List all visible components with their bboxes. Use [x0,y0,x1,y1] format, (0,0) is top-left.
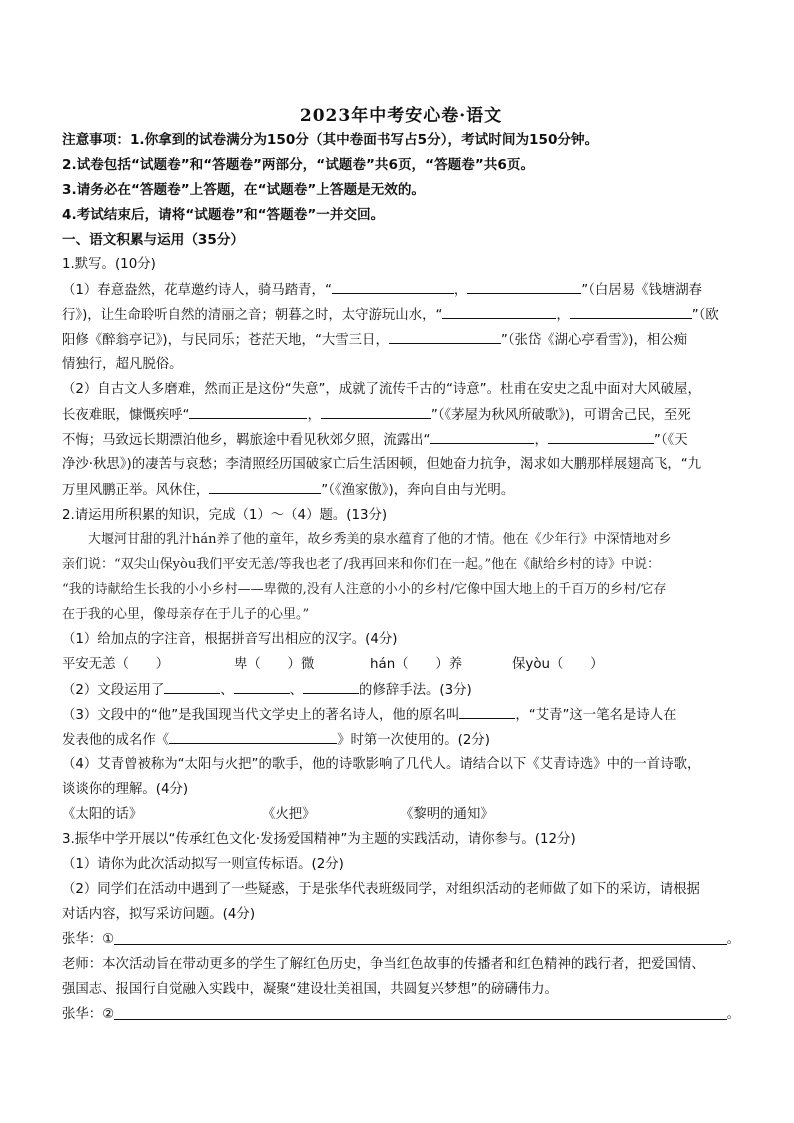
q3-sub2-line1: （2）同学们在活动中遇到了一些疑惑，于是张华代表班级同学，对组织活动的老师做了如下的采访，请根据 [62,882,700,897]
q2-sub2: （2）文段运用了 、 、 的修辞手法。(3分) [62,683,472,698]
answer-blank[interactable] [164,681,220,694]
teacher-answer-line2: 强国志、报国行自觉融入实践中，凝聚“建设壮美祖国，共圆复兴梦想”的磅礴伟力。 [62,982,558,997]
page-title: 2023年中考安心卷·语文 [299,106,503,126]
section-heading: 一、语文积累与运用（35分） [62,232,245,248]
q2-passage-line3: “我的诗献给生长我的小小乡村——卑微的,没有人注意的小小的乡村/它像中国大地上的千百万的乡村/它存 [62,582,667,597]
interview-question-2: 张华：② 。 [62,1007,740,1022]
answer-line[interactable] [114,1006,726,1020]
q1-p1-line1: （1）春意盎然，花草邀约诗人，骑马踏青，“ ， ”（白居易《钱塘湖春 [62,283,703,298]
notice-line-4: 4.考试结束后，请将“试题卷”和“答题卷”一并交回。 [62,207,385,223]
q2-heading: 2.请运用所积累的知识，完成（1）～（4）题。(13分) [62,508,388,523]
q3-sub2-line2: 对话内容，拟写采访问题。(4分) [62,907,256,922]
answer-blank[interactable] [570,306,692,319]
q1-p2-line1: （2）自古文人多磨难，然而正是这份“失意”，成就了流传千古的“诗意”。杜甫在安史之乱中面对大风破屋， [62,382,701,397]
answer-blank[interactable] [430,431,534,444]
q3-sub1: （1）请你为此次活动拟写一则宣传标语。(2分) [62,857,344,872]
q1-p2-line4: 净沙·秋思》)的凄苦与哀愁；李清照经历国破家亡后生活困顿，但她奋力抗争，渴求如大鹏那样展翅高飞，“九 [62,457,702,472]
q2-sub1-item-3: hán（ ）养 [370,657,463,672]
notice-line-3: 3.请务必在“答题卷”上答题，在“试题卷”上答题是无效的。 [62,182,426,198]
q1-p2-line5: 万里风鹏正举。风休住， ”（《渔家傲》)，奔向自由与光明。 [62,483,515,498]
q1-p2-line2: 长夜难眠，慷慨疾呼“ ， ”（《茅屋为秋风所破歌》)，可谓舍己民，至死 [62,408,691,423]
q1-p1-line3: 阳修《醉翁亭记》)，与民同乐；苍茫天地，“大雪三日， ”（张岱《湖心亭看雪》)，相公痴 [62,333,688,348]
notice-line-2: 2.试卷包括“试题卷”和“答题卷”两部分，“试题卷”共6页，“答题卷”共6页。 [62,157,535,173]
answer-blank[interactable] [467,281,581,294]
q1-p2-line3: 不悔；马致远长期漂泊他乡，羁旅途中看见秋郊夕照，流露出“ ， ”（《天 [62,433,688,448]
answer-line[interactable] [114,931,726,945]
q2-sub1-item-1: 平安无恙（ ） [62,657,170,672]
answer-blank[interactable] [548,431,654,444]
q2-sub1-item-4: 保yòu（ ） [512,657,604,672]
q2-passage-line1: 大堰河甘甜的乳汁hán养了他的童年，故乡秀美的泉水蕴育了他的才情。他在《少年行》中深情地对乡 [88,532,672,547]
answer-blank[interactable] [332,281,454,294]
q2-passage-line4: 在于我的心里，像母亲存在于儿子的心里。” [62,607,310,622]
q2-sub3-line2: 发表他的成名作《 》时第一次使用的。(2分) [62,733,490,748]
q1-p1-line4: 情独行，超凡脱俗。 [62,357,183,372]
poem-2: 《火把》 [262,807,316,822]
interview-question-1: 张华：① 。 [62,932,740,947]
poem-1: 《太阳的话》 [62,807,143,822]
q2-sub1-item-2: 卑（ ）微 [234,657,315,672]
q1-heading: 1.默写。(10分) [62,257,156,272]
poem-3: 《黎明的通知》 [400,807,494,822]
answer-blank[interactable] [459,706,515,719]
q2-passage-line2: 亲们说：“双尖山保yòu我们平安无恙/等我也老了/我再回来和你们在一起。”他在《献给乡村的诗》中说： [62,557,661,572]
q2-sub4-line2: 谈谈你的理解。(4分) [62,782,189,797]
q2-sub1: （1）给加点的字注音，根据拼音写出相应的汉字。(4分) [62,632,398,647]
q1-p1-line2: 行》)，让生命聆听自然的清丽之音；朝暮之时，太守游玩山水，“ ， ”（欧 [62,308,719,323]
notice-line-1: 注意事项：1.你拿到的试卷满分为150分（其中卷面书写占5分），考试时间为150分钟。 [62,132,599,148]
answer-blank[interactable] [169,731,337,744]
q2-sub4-line1: （4）艾青曾被称为“太阳与火把”的歌手，他的诗歌影响了几代人。请结合以下《艾青诗选》中的一首诗歌， [62,757,701,772]
answer-blank[interactable] [389,331,501,344]
answer-blank[interactable] [189,406,307,419]
teacher-answer-line1: 老师：本次活动旨在带动更多的学生了解红色历史，争当红色故事的传播者和红色精神的践行者，把爱国情、 [62,957,705,972]
answer-blank[interactable] [303,681,359,694]
answer-blank[interactable] [321,406,431,419]
q3-heading: 3.振华中学开展以“传承红色文化·发扬爱国精神”为主题的实践活动，请你参与。(12分) [62,832,576,847]
answer-blank[interactable] [209,481,321,494]
q2-sub3-line1: （3）文段中的“他”是我国现当代文学史上的著名诗人，他的原名叫 ，“艾青”这一笔名是诗人在 [62,708,677,723]
answer-blank[interactable] [442,306,556,319]
answer-blank[interactable] [234,681,290,694]
